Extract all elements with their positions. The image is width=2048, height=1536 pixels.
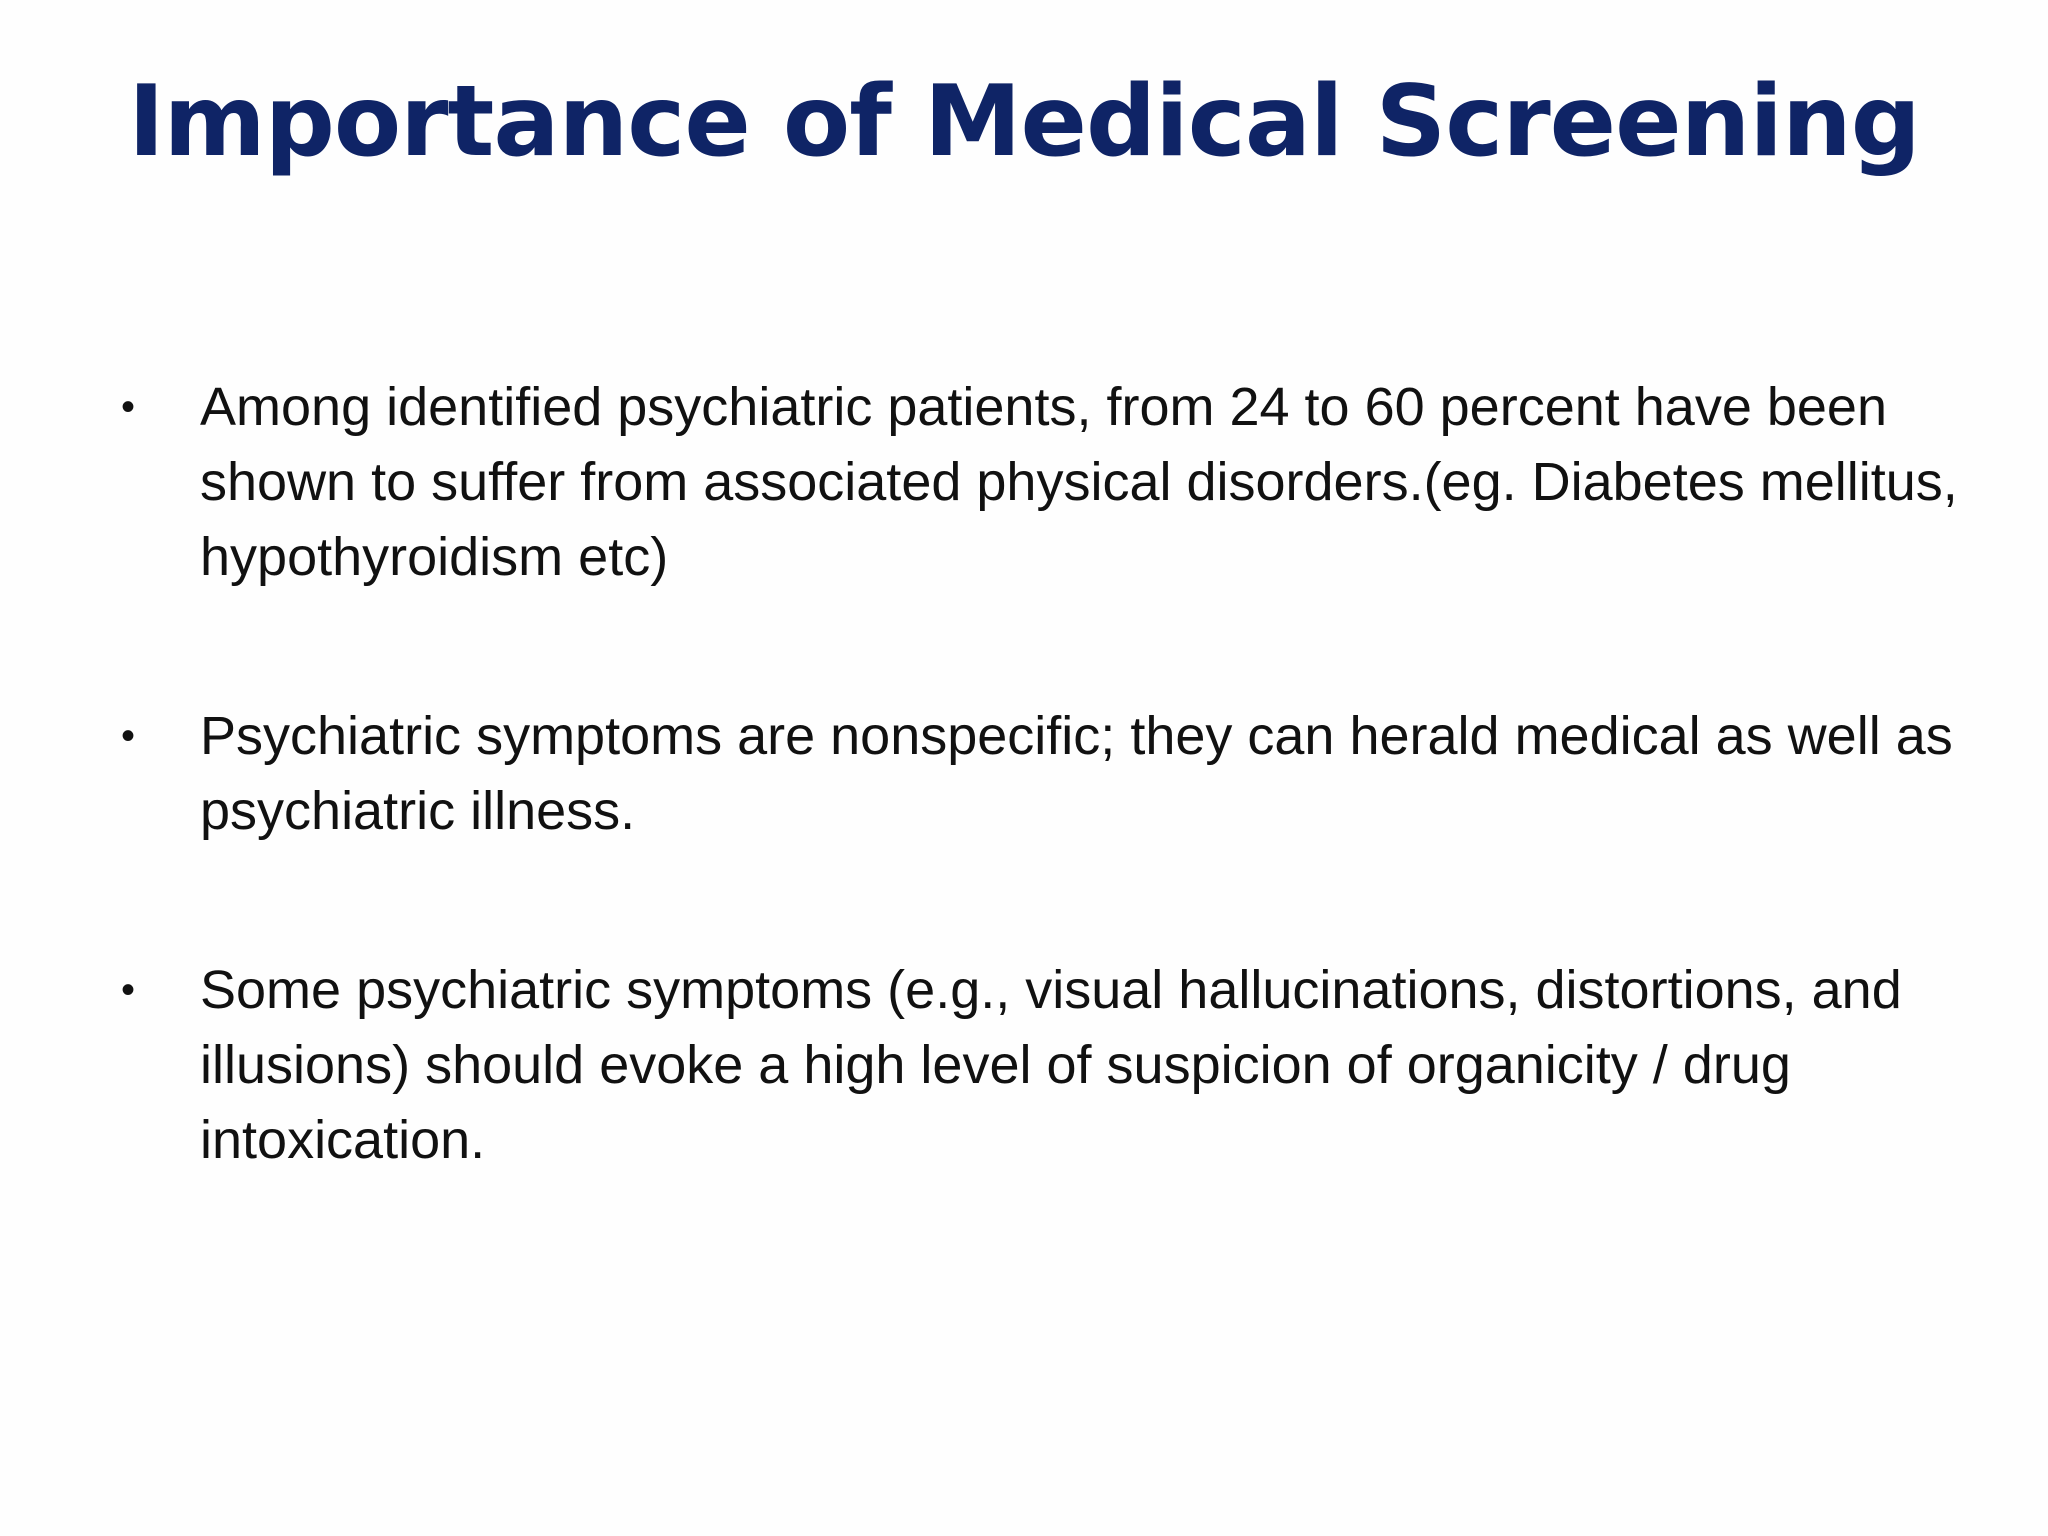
slide-title: Importance of Medical Screening <box>128 65 1920 179</box>
bullet-icon: • <box>121 968 136 1012</box>
bullet-text: Psychiatric symptoms are nonspecific; they can herald medical as well as psychiatric illness. <box>200 706 1953 841</box>
bullet-item <box>115 370 1975 595</box>
bullet-text: Among identified psychiatric patients, from 24 to 60 percent have been shown to suffer from associated physical disorders.(eg. Diabetes mellitus, hypothyroidism etc) <box>200 377 1958 587</box>
bullet-icon: • <box>121 714 136 758</box>
bullet-item <box>115 699 1975 849</box>
bullet-list <box>115 370 1975 1282</box>
bullet-item <box>115 953 1975 1178</box>
bullet-text: Some psychiatric symptoms (e.g., visual hallucinations, distortions, and illusions) should evoke a high level of suspicion of organicity / drug intoxication. <box>200 960 1902 1170</box>
bullet-icon: • <box>121 385 136 429</box>
